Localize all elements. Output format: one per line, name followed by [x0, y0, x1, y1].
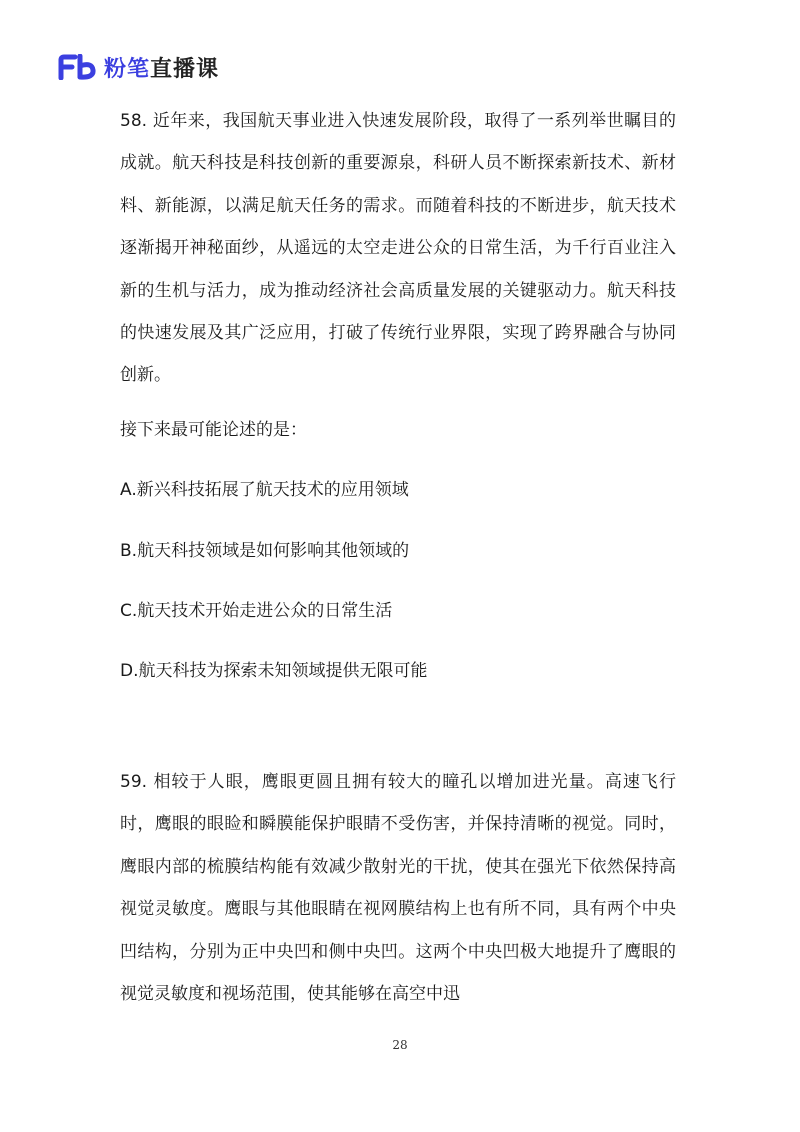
question-58-option-d: D.航天科技为探索未知领域提供无限可能	[120, 661, 428, 682]
document-body	[120, 100, 676, 1015]
brand-name-part2: 直播课	[150, 56, 220, 82]
question-58-text: 58. 近年来，我国航天事业进入快速发展阶段，取得了一系列举世瞩目的成就。航天科技是科技创新的重要源泉，科研人员不断探索新技术、新材料、新能源，以满足航天任务的需求。而随着科技的不断进步，航天技术逐渐揭开神秘面纱，从遥远的太空走进公众的日常生活，为千行百业注入新的生机与活力，成为推动经济社会高质量发展的关键驱动力。航天科技的快速发展及其广泛应用，打破了传统行业界限，实现了跨界融合与协同创新。	[120, 111, 676, 386]
question-58-option-a: A.新兴科技拓展了航天技术的应用领域	[120, 480, 409, 501]
question-58-option-c: C.航天技术开始走进公众的日常生活	[120, 601, 393, 622]
brand-header	[58, 52, 219, 82]
question-58-prompt: 接下来最可能论述的是：	[120, 419, 307, 440]
page-number: 28	[392, 1038, 408, 1052]
brand-name	[104, 52, 219, 83]
fb-logo-icon	[58, 54, 98, 80]
question-58-option-b: B.航天科技领域是如何影响其他领域的	[120, 540, 410, 561]
brand-name-part1: 粉笔	[104, 56, 151, 82]
question-59-text: 59. 相较于人眼，鹰眼更圆且拥有较大的瞳孔以增加进光量。高速飞行时，鹰眼的眼睑和瞬膜能保护眼睛不受伤害，并保持清晰的视觉。同时，鹰眼内部的梳膜结构能有效减少散射光的干扰，使其在强光下依然保持高视觉灵敏度。鹰眼与其他眼睛在视网膜结构上也有所不同，具有两个中央凹结构，分别为正中央凹和侧中央凹。这两个中央凹极大地提升了鹰眼的视觉灵敏度和视场范围，使其能够在高空中迅	[120, 771, 676, 1004]
